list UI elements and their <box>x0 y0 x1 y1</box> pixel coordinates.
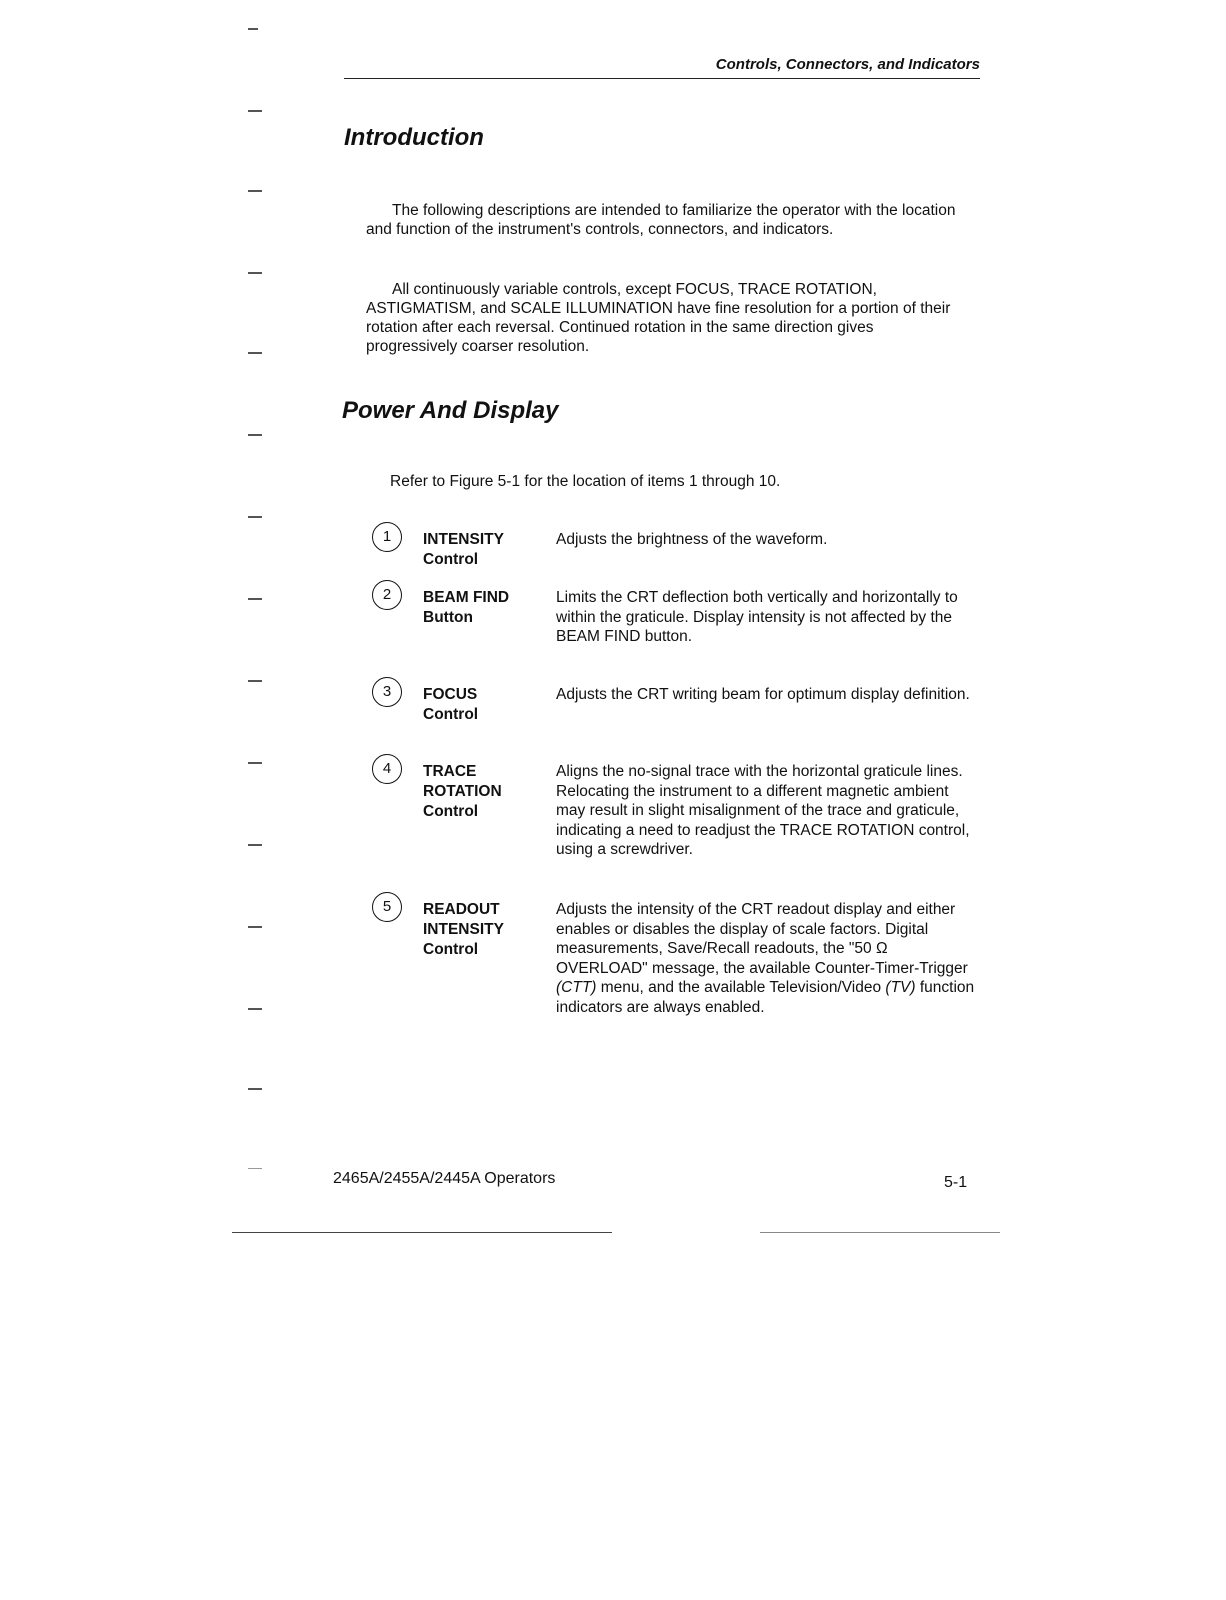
refer-paragraph: Refer to Figure 5-1 for the location of items 1 through 10. <box>390 473 781 490</box>
margin-mark <box>248 844 262 846</box>
item-name: INTENSITY <box>423 531 504 548</box>
item-type: Control <box>423 706 479 723</box>
intro-paragraph-2 <box>366 280 966 356</box>
header-rule <box>344 78 980 79</box>
item-number-circle: 3 <box>372 677 402 707</box>
running-header: Controls, Connectors, and Indicators <box>715 56 980 73</box>
item-name: READOUT INTENSITY <box>423 901 504 938</box>
item-type: Control <box>423 803 479 820</box>
margin-mark <box>248 680 262 682</box>
item-description: Adjusts the CRT writing beam for optimum display definition. <box>556 686 970 703</box>
item-description: Adjusts the brightness of the waveform. <box>556 531 828 548</box>
item-description-text: menu, and the available Television/Video <box>596 979 886 996</box>
margin-mark <box>248 762 262 764</box>
margin-mark <box>248 190 262 192</box>
margin-mark <box>248 1008 262 1010</box>
item-description-tv: (TV) <box>885 979 916 996</box>
list-item <box>372 892 982 1032</box>
item-name: TRACE ROTATION <box>423 763 502 800</box>
item-label <box>423 530 543 570</box>
item-label <box>423 588 543 628</box>
item-description-text: Adjusts the intensity of the CRT readout display and either enables or disables the display of scale factors. Digital measurements, Save/Recall readouts, the "50 Ω OVERLOAD" message, the available Counter-Timer-Trigger <box>556 901 968 977</box>
footer-rule <box>760 1232 1000 1233</box>
margin-mark <box>248 272 262 274</box>
margin-mark <box>248 28 258 30</box>
footer-page-number: 5-1 <box>944 1174 968 1191</box>
item-description-text: function indicators are always enabled. <box>556 979 975 1016</box>
item-number-circle: 5 <box>372 892 402 922</box>
margin-mark <box>248 598 262 600</box>
item-type: Button <box>423 609 473 626</box>
item-label <box>423 685 543 725</box>
item-description <box>556 900 976 1017</box>
margin-mark <box>248 1168 262 1169</box>
margin-mark <box>248 516 262 518</box>
footer-manual-title: 2465A/2455A/2445A Operators <box>333 1170 556 1187</box>
margin-mark <box>248 352 262 354</box>
item-label <box>423 900 543 960</box>
item-number-circle: 4 <box>372 754 402 784</box>
section-heading-power-display: Power And Display <box>342 397 559 424</box>
section-heading-introduction: Introduction <box>344 124 484 151</box>
item-number-circle: 1 <box>372 522 402 552</box>
margin-mark <box>248 926 262 928</box>
footer-rule <box>232 1232 612 1233</box>
item-type: Control <box>423 551 479 568</box>
margin-mark <box>248 1088 262 1090</box>
item-number-circle: 2 <box>372 580 402 610</box>
intro-paragraph-1 <box>366 201 966 239</box>
list-item <box>372 754 982 874</box>
item-description-ctt: (CTT) <box>556 979 597 996</box>
item-name: BEAM FIND <box>423 589 510 606</box>
margin-mark <box>248 110 262 112</box>
intro-paragraph-1-text: The following descriptions are intended to familiarize the operator with the location and function of the instrument's controls, connectors, and indicators. <box>366 202 956 238</box>
margin-mark <box>248 434 262 436</box>
item-label <box>423 762 543 822</box>
item-type: Control <box>423 941 479 958</box>
item-name: FOCUS <box>423 686 478 703</box>
item-description: Limits the CRT deflection both vertically and horizontally to within the graticule. Display intensity is not affected by the BEAM FIND button. <box>556 589 958 645</box>
intro-paragraph-2-text: All continuously variable controls, except FOCUS, TRACE ROTATION, ASTIGMATISM, and SCALE ILLUMINATION have fine resolution for a portion of their rotation after each reversal. Continued rotation in the same direction gives progressively coarser resolution. <box>366 281 951 355</box>
item-description: Aligns the no-signal trace with the horizontal graticule lines. Relocating the instrument to a different magnetic ambient may result in slight misalignment of the trace and graticule, indicating a need to readjust the TRACE ROTATION control, using a screwdriver. <box>556 763 970 858</box>
